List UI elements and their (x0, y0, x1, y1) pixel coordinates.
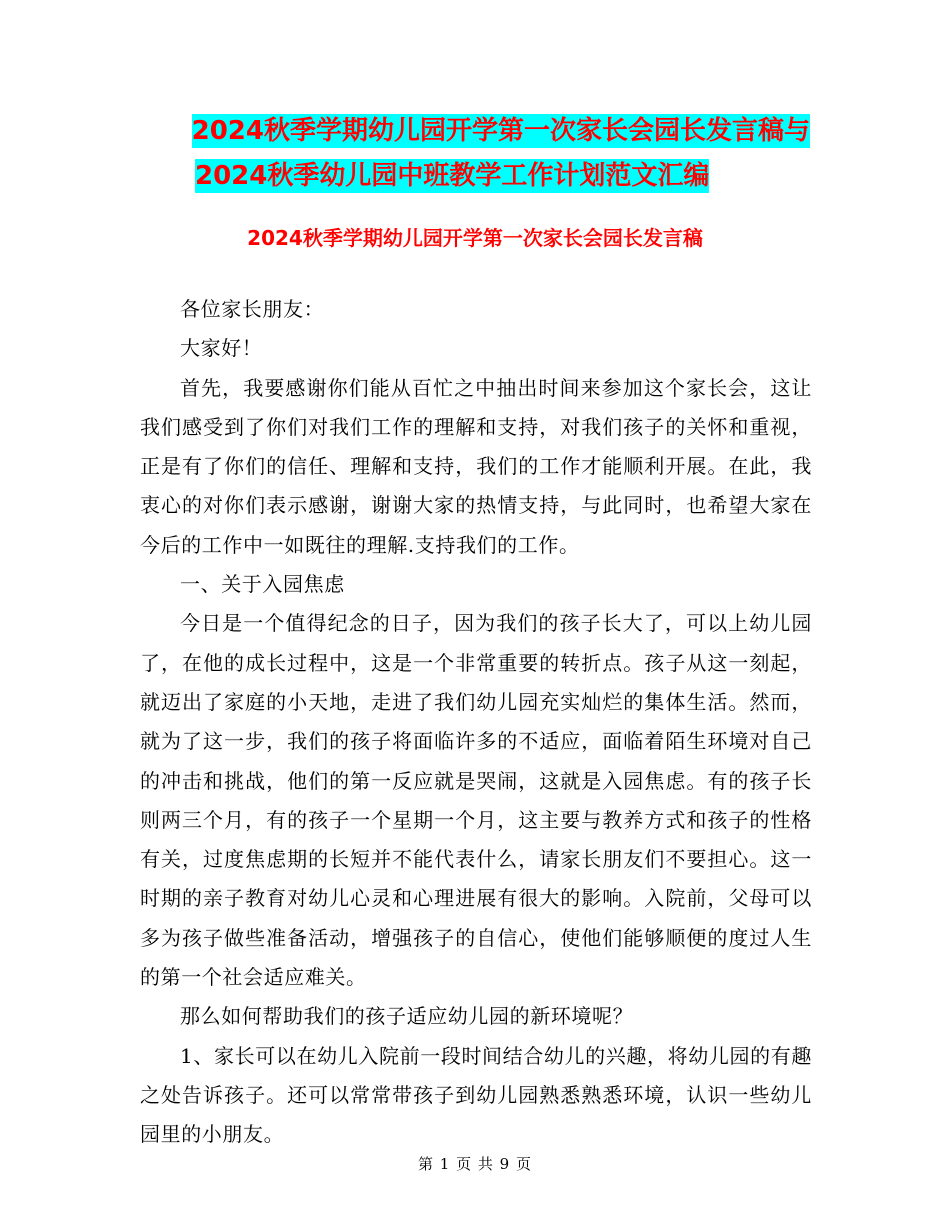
document-title-line-1 (100, 113, 810, 149)
paragraph-thanks: 首先，我要感谢你们能从百忙之中抽出时间来参加这个家长会，这让我们感受到了你们对我们工作的理解和支持，对我们孩子的关怀和重视，正是有了你们的信任、理解和支持，我们的工作才能顺利开展。在此，我衷心的对你们表示感谢，谢谢大家的热情支持，与此同时，也希望大家在今后的工作中一如既往的理解.支持我们的工作。 (140, 375, 812, 557)
document-body (140, 290, 812, 1155)
title-highlight-2: 2024秋季幼儿园中班教学工作计划范文汇编 (195, 161, 710, 191)
greeting: 大家好！ (180, 336, 263, 361)
heading-entry-anxiety: 一、关于入园焦虑 (180, 572, 345, 597)
title-highlight-1: 2024秋季学期幼儿园开学第一次家长会园长发言稿与 (191, 116, 810, 146)
page-footer: 第 1 页 共 9 页 (418, 1155, 532, 1173)
salutation: 各位家长朋友： (180, 297, 325, 321)
question-paragraph: 那么如何帮助我们的孩子适应幼儿园的新环境呢？ (180, 1004, 634, 1029)
paragraph-entry-anxiety: 今日是一个值得纪念的日子，因为我们的孩子长大了，可以上幼儿园了，在他的成长过程中，这是一个非常重要的转折点。孩子从这一刻起，就迈出了家庭的小天地，走进了我们幼儿园充实灿烂的集体生活。然而，就为了这一步，我们的孩子将面临许多的不适应，面临着陌生环境对自己的冲击和挑战，他们的第一反应就是哭闹，这就是入园焦虑。有的孩子长则两三个月，有的孩子一个星期一个月，这主要与教养方式和孩子的性格有关，过度焦虑期的长短并不能代表什么，请家长朋友们不要担心。这一时期的亲子教育对幼儿心灵和心理进展有很大的影响。入院前，父母可以多为孩子做些准备活动，增强孩子的自信心，使他们能够顺便的度过人生的第一个社会适应难关。 (140, 611, 812, 990)
section-title: 2024秋季学期幼儿园开学第一次家长会园长发言稿 (247, 226, 703, 250)
document-title-line-2 (195, 158, 865, 194)
tip-1-paragraph: 1、家长可以在幼儿入院前一段时间结合幼儿的兴趣，将幼儿园的有趣之处告诉孩子。还可以常常带孩子到幼儿园熟悉熟悉环境，认识一些幼儿园里的小朋友。 (140, 1043, 812, 1147)
